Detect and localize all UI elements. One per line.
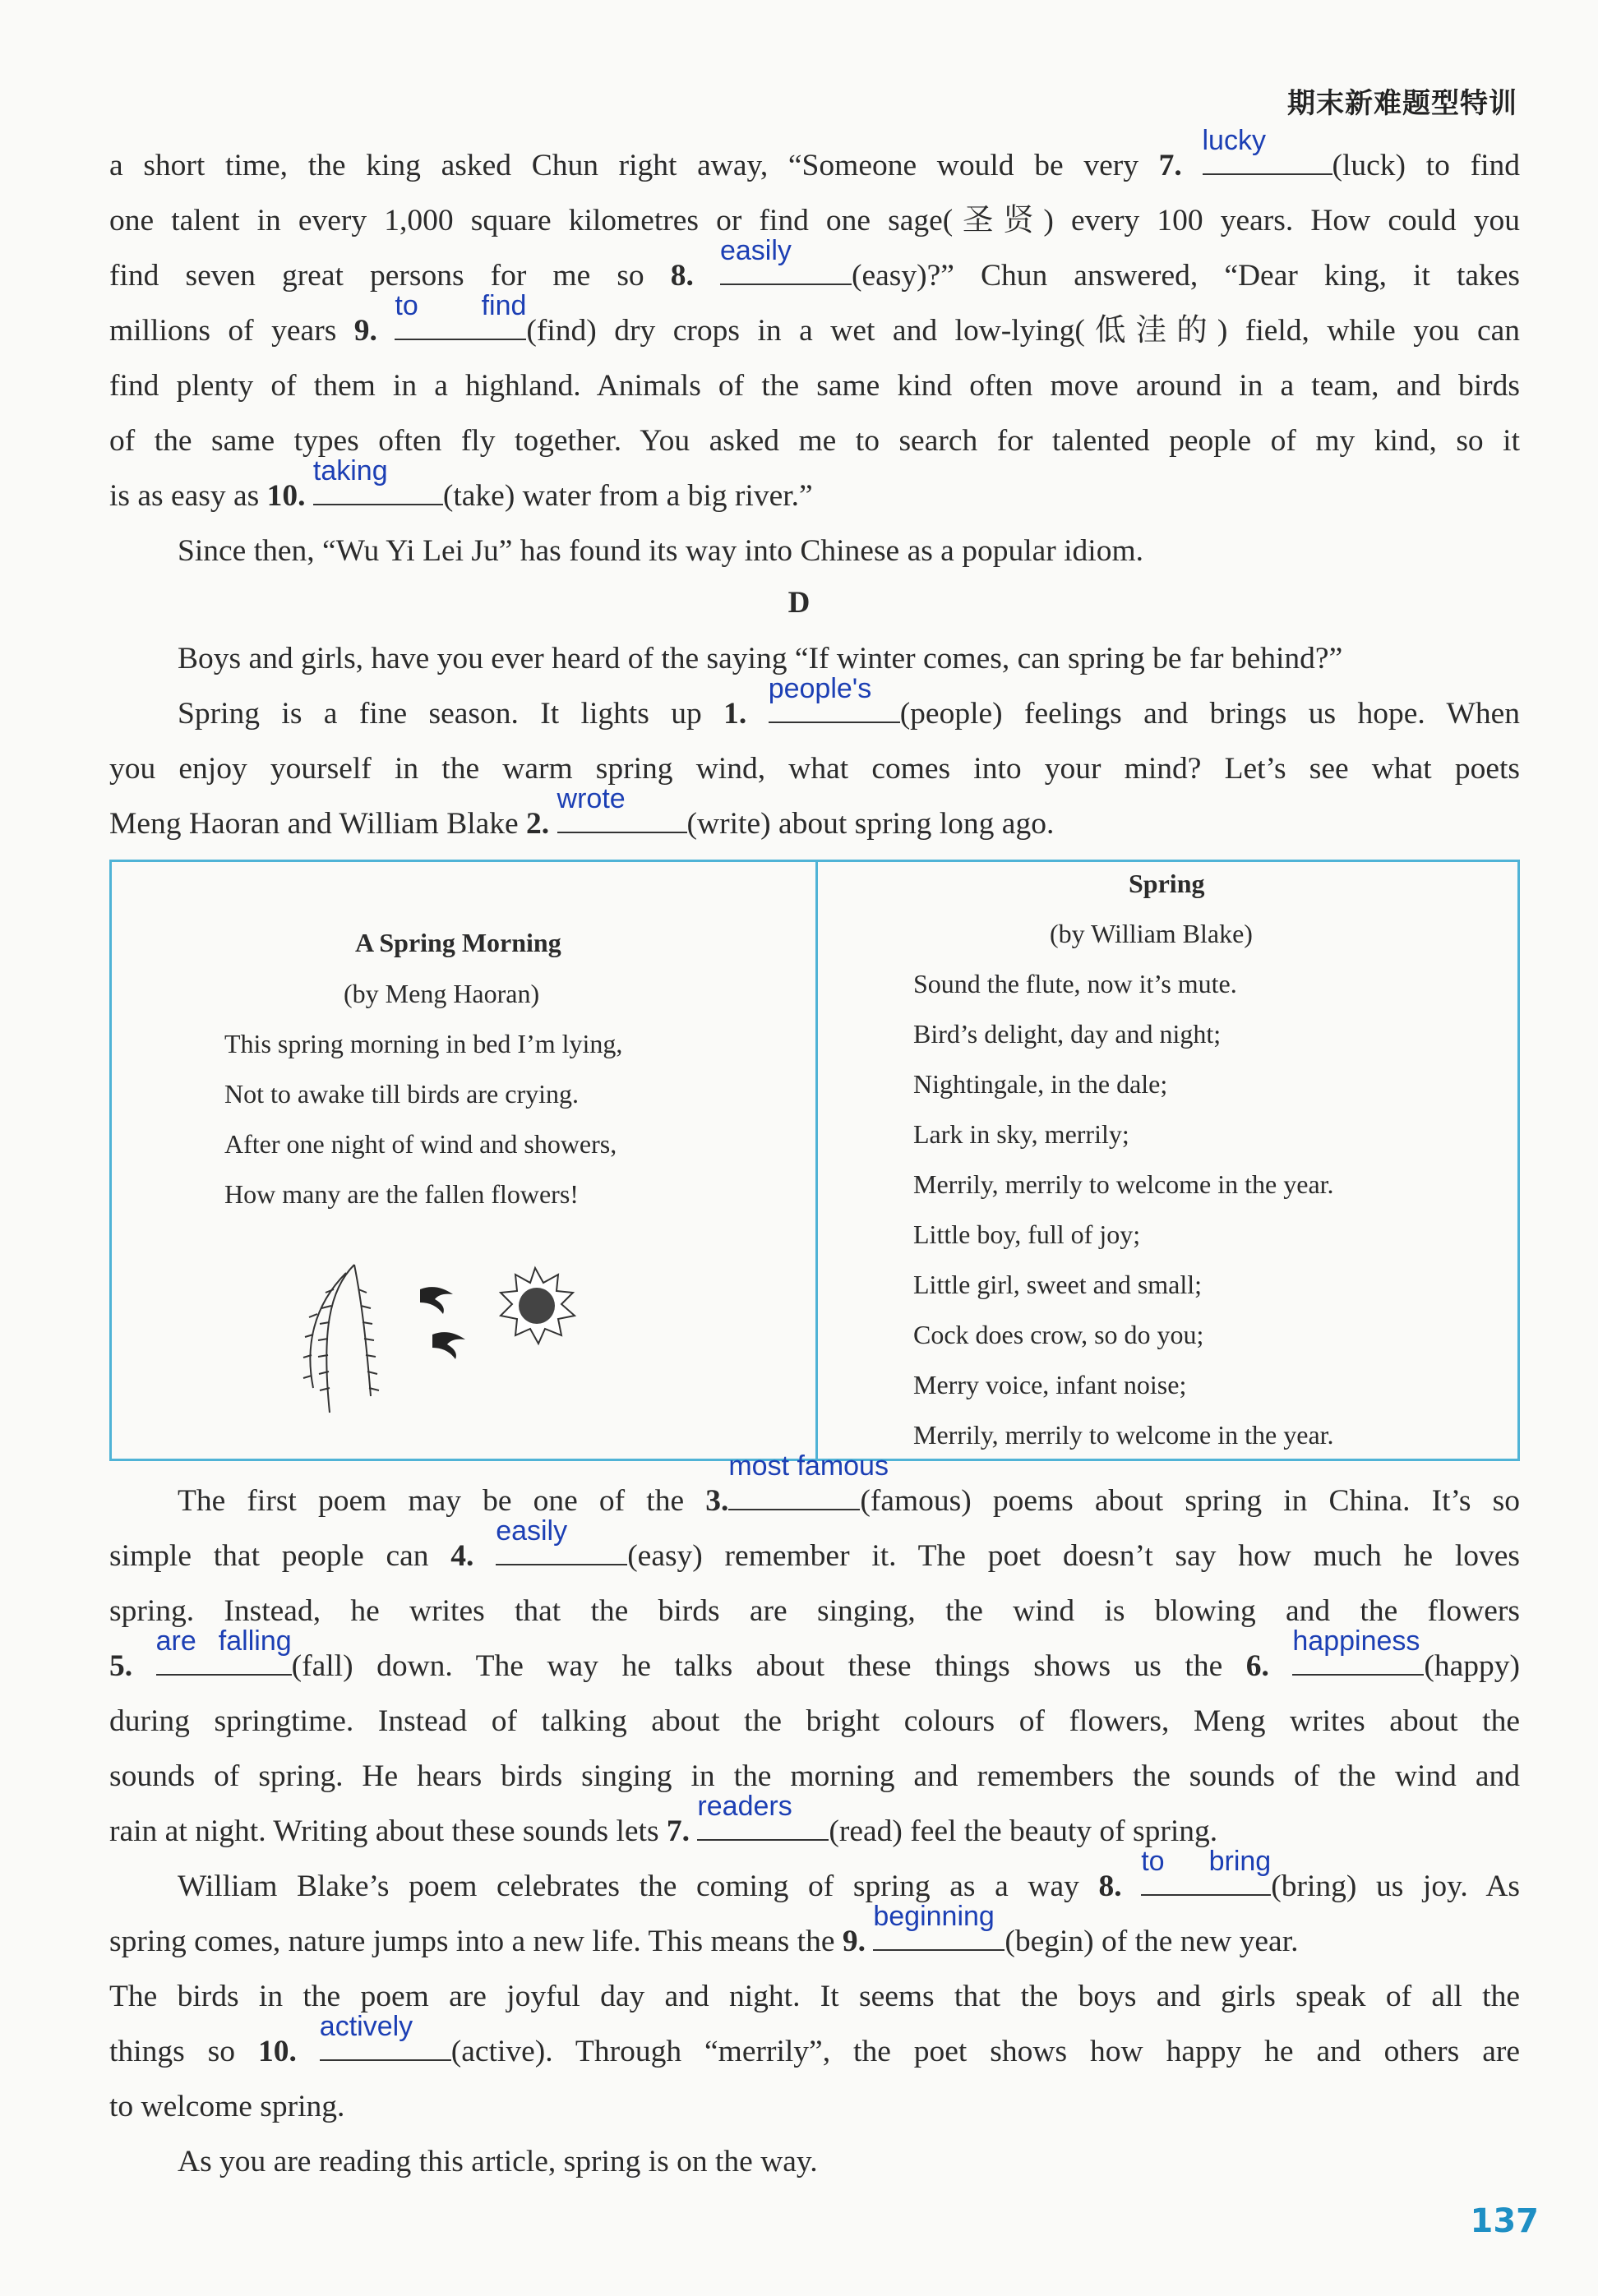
question-number: 3. xyxy=(705,1484,729,1518)
swallow-icon xyxy=(420,1287,465,1359)
text-line: one talent in every 1,000 square kilometres or find one sage(圣贤) every 100 years. How could you xyxy=(109,204,1520,237)
handwritten-answer: easily xyxy=(719,235,792,266)
question-number: 7. xyxy=(1158,149,1182,182)
poem-line: Lark in sky, merrily; xyxy=(913,1119,1129,1149)
question-number: 9. xyxy=(842,1925,866,1958)
section-c-ending xyxy=(109,125,1521,579)
answer-blank[interactable] xyxy=(1202,125,1332,175)
handwritten-answer: to find xyxy=(395,290,527,321)
answer-blank[interactable] xyxy=(312,455,443,505)
poem-line: After one night of wind and showers, xyxy=(224,1129,617,1159)
poem-line: Little boy, full of joy; xyxy=(913,1219,1141,1249)
poem-title: A Spring Morning xyxy=(355,928,561,957)
answer-blank[interactable] xyxy=(155,1625,292,1676)
handwritten-answer: beginning xyxy=(873,1901,995,1932)
handwritten-answer: wrote xyxy=(557,783,626,814)
poem-line: Merrily, merrily to welcome in the year. xyxy=(913,1169,1334,1199)
answer-blank[interactable] xyxy=(873,1901,1005,1951)
question-number: 1. xyxy=(723,697,747,731)
text-line: is as easy as 10. taking (take) water from a big river.” xyxy=(109,468,1520,523)
text-line: of the same types often fly together. You asked me to search for talented people of my kind, so it xyxy=(109,424,1520,458)
text-line: you enjoy yourself in the warm spring wind, what comes into your mind? Let’s see what poets xyxy=(109,752,1520,786)
text-line: Boys and girls, have you ever heard of the saying “If winter comes, can spring be far behind?” xyxy=(178,642,1343,675)
text-line: William Blake’s poem celebrates the coming of spring as a way 8. to bring (bring) us joy. As xyxy=(109,1859,1520,1914)
text-line: find plenty of them in a highland. Animals of the same kind often move around in a team, and birds xyxy=(109,369,1520,403)
question-number: 10. xyxy=(257,2035,297,2068)
poem-line: Merrily, merrily to welcome in the year. xyxy=(913,1420,1334,1450)
poem-line: Nightingale, in the dale; xyxy=(913,1069,1168,1099)
poem-author: (by Meng Haoran) xyxy=(344,979,540,1008)
text-line: spring. Instead, he writes that the birds are singing, the wind is blowing and the flowers xyxy=(109,1594,1520,1628)
text-line: things so 10. actively (active). Through “merrily”, the poet shows how happy he and others are xyxy=(109,2024,1520,2079)
question-number: 5. xyxy=(109,1649,133,1683)
text-line: find seven great persons for me so 8. easily (easy)?” Chun answered, “Dear king, it takes xyxy=(109,248,1520,303)
text-line: simple that people can 4. easily (easy) remember it. The poet doesn’t say how much he loves xyxy=(109,1528,1520,1584)
section-d-body xyxy=(109,1450,1520,2189)
answer-blank[interactable] xyxy=(1141,1846,1272,1896)
question-number: 10. xyxy=(266,479,306,513)
handwritten-answer: taking xyxy=(312,455,388,486)
question-number: 4. xyxy=(450,1539,474,1573)
poem-left-panel xyxy=(112,862,815,1459)
poem-line: This spring morning in bed I’m lying, xyxy=(224,1029,623,1058)
poem-line: Cock does crow, so do you; xyxy=(913,1320,1204,1349)
question-number: 2. xyxy=(526,807,550,841)
answer-blank[interactable] xyxy=(557,783,687,833)
question-number: 7. xyxy=(666,1814,690,1848)
text-line: sounds of spring. He hears birds singing in the morning and remembers the sounds of the wind and xyxy=(109,1759,1520,1793)
answer-blank[interactable] xyxy=(1292,1625,1424,1676)
text-line: to welcome spring. xyxy=(109,2090,345,2123)
answer-blank[interactable] xyxy=(496,1515,627,1565)
section-d-intro xyxy=(109,631,1520,851)
handwritten-answer: are falling xyxy=(155,1625,292,1657)
handwritten-answer: happiness xyxy=(1292,1625,1420,1657)
page-header-title: 期末新难题型特训 xyxy=(1287,87,1517,120)
text-line: a short time, the king asked Chun right away, “Someone would be very 7. lucky (luck) to find xyxy=(109,138,1520,193)
handwritten-answer: easily xyxy=(496,1515,568,1547)
poem-title: Spring xyxy=(1129,869,1205,898)
text-line: Meng Haoran and William Blake 2. wrote (write) about spring long ago. xyxy=(109,796,1520,851)
willow-swallows-sun-illustration xyxy=(297,1256,609,1421)
handwritten-answer: people's xyxy=(768,673,872,704)
poem-right-panel xyxy=(818,862,1517,1459)
handwritten-answer: to bring xyxy=(1141,1846,1272,1877)
handwritten-answer: readers xyxy=(697,1791,792,1822)
poem-author: (by William Blake) xyxy=(1050,919,1253,948)
poem-line: Bird’s delight, day and night; xyxy=(913,1019,1222,1049)
handwritten-answer: most famous xyxy=(728,1450,889,1482)
text-line: during springtime. Instead of talking about the bright colours of flowers, Meng writes about the xyxy=(109,1704,1520,1738)
question-number: 9. xyxy=(353,314,377,348)
text-line: millions of years 9. to find (find) dry crops in a wet and low-lying(低洼的) field, while you can xyxy=(109,303,1520,358)
answer-blank[interactable] xyxy=(395,290,527,340)
poem-line: Sound the flute, now it’s mute. xyxy=(913,969,1237,998)
question-number: 8. xyxy=(670,259,694,293)
text-line: spring comes, nature jumps into a new life. This means the 9. beginning (begin) of the new year. xyxy=(109,1914,1520,1969)
poem-line: Not to awake till birds are crying. xyxy=(224,1079,579,1109)
question-number: 6. xyxy=(1245,1649,1269,1683)
text-line: As you are reading this article, spring is on the way. xyxy=(178,2145,818,2178)
sun-icon xyxy=(501,1268,575,1344)
poem-line: How many are the fallen flowers! xyxy=(224,1179,579,1209)
text-line: The birds in the poem are joyful day and night. It seems that the boys and girls speak of all the xyxy=(109,1980,1520,2013)
answer-blank[interactable] xyxy=(728,1450,889,1510)
text-line: The first poem may be one of the 3. most famous (famous) poems about spring in China. It’s so xyxy=(109,1473,1520,1528)
willow-branch-icon xyxy=(303,1265,379,1413)
page-number: 137 xyxy=(1470,2202,1539,2240)
poem-box xyxy=(109,860,1520,1461)
handwritten-answer: lucky xyxy=(1202,125,1266,156)
answer-blank[interactable] xyxy=(319,2011,451,2061)
text-line: rain at night. Writing about these sounds lets 7. readers (read) feel the beauty of spring. xyxy=(109,1804,1520,1859)
text-line: Since then, “Wu Yi Lei Ju” has found its way into Chinese as a popular idiom. xyxy=(178,534,1144,568)
answer-blank[interactable] xyxy=(719,235,852,285)
text-line: 5. are falling (fall) down. The way he talks about these things shows us the 6. happiness (happy) xyxy=(109,1639,1520,1694)
section-title: D xyxy=(787,586,811,620)
poem-line: Merry voice, infant noise; xyxy=(913,1370,1187,1399)
answer-blank[interactable] xyxy=(697,1791,829,1841)
answer-blank[interactable] xyxy=(768,673,900,723)
text-line: Spring is a fine season. It lights up 1. people's (people) feelings and brings us hope. When xyxy=(109,686,1520,741)
question-number: 8. xyxy=(1098,1870,1122,1903)
handwritten-answer: actively xyxy=(319,2011,413,2042)
poem-line: Little girl, sweet and small; xyxy=(913,1270,1203,1299)
